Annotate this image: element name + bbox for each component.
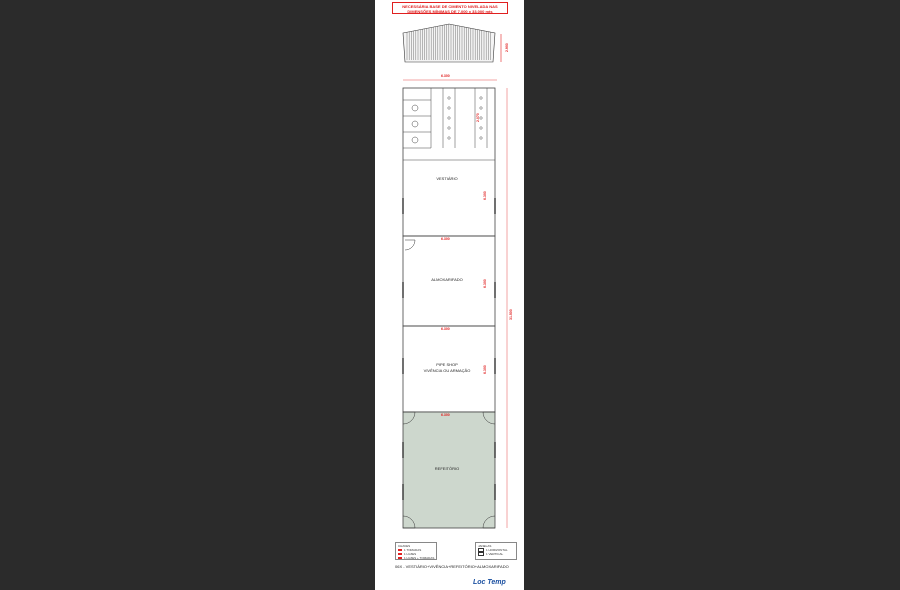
legend-switches bbox=[395, 542, 437, 560]
vestiario-length-dim: 6.300 bbox=[483, 191, 487, 200]
legend-windows-title: JANELAS bbox=[478, 544, 492, 548]
almox-length-dim: 6.300 bbox=[483, 279, 487, 288]
refeitorio-width-dim: 6.300 bbox=[441, 413, 450, 417]
swatch-icon bbox=[398, 553, 402, 555]
room-label-vivencia: VIVÊNCIA OU ARMAÇÃO bbox=[423, 368, 471, 373]
legend-windows-item-2: 1 VERTICAL bbox=[478, 552, 514, 556]
swatch-icon bbox=[398, 549, 402, 551]
floor-plan bbox=[375, 0, 524, 590]
roof-height-dim: 2.900 bbox=[505, 43, 509, 52]
notice-line-2: DIMENSÕES MÍNIMAS DE 7.000 x 33.000 mts bbox=[407, 9, 493, 14]
wc-stalls bbox=[403, 88, 495, 160]
legend-windows-item-1: 1 HORIZONTAL bbox=[478, 548, 514, 552]
legend-switches-item-3: 1 LUZES + TOMADAS bbox=[398, 556, 434, 560]
pipe-width-dim: 6.300 bbox=[441, 327, 450, 331]
drawing-sheet bbox=[375, 0, 524, 590]
swatch-icon bbox=[478, 552, 484, 556]
almox-width-dim: 6.300 bbox=[441, 237, 450, 241]
legend-windows bbox=[475, 542, 517, 560]
room-label-refeitorio: REFEITÓRIO bbox=[434, 466, 460, 471]
roof-width-dim: 6.300 bbox=[441, 74, 450, 78]
total-length-dim: 31.500 bbox=[509, 309, 513, 320]
room-label-pipe-shop: PIPE SHOP bbox=[436, 362, 458, 367]
wc-depth-dim: 2.070 bbox=[476, 113, 480, 122]
pipe-length-dim: 6.300 bbox=[483, 365, 487, 374]
drawing-title: 06X - VESTIÁRIO+VIVÊNCIA+REFEITÓRIO+ALMOXARIFADO bbox=[395, 564, 509, 569]
room-label-almoxarifado: ALMOXARIFADO bbox=[431, 277, 463, 282]
roof-elevation bbox=[403, 24, 501, 62]
legend-switches-item-2: 1 LUZES bbox=[398, 552, 434, 556]
room-label-vestiario: VESTIÁRIO bbox=[436, 176, 458, 181]
swatch-icon bbox=[398, 557, 402, 559]
brand-logo: Loc Temp bbox=[473, 579, 506, 586]
notice-line-1: NECESSÁRIA BASE DE CIMENTO NIVELADA NAS bbox=[402, 4, 498, 9]
legend-switches-title: CHAVES bbox=[398, 544, 411, 548]
legend-switches-item-1: 1 TOMADAS bbox=[398, 548, 434, 552]
